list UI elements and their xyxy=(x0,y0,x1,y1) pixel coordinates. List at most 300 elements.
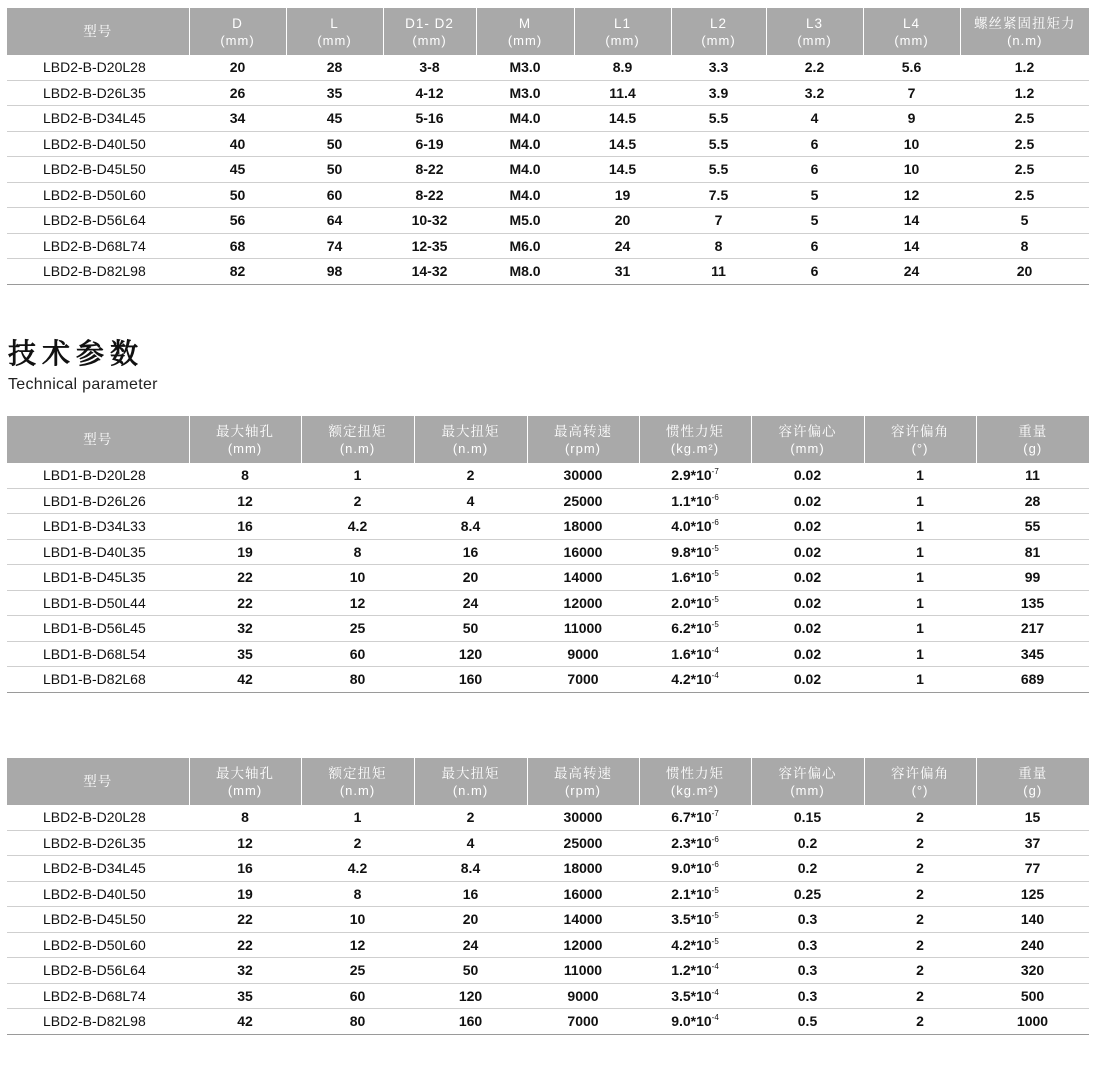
value-cell: 14.5 xyxy=(574,157,671,183)
value-cell: 10-32 xyxy=(383,208,476,234)
column-header-label: 重量 xyxy=(1018,765,1048,781)
max-torque-cell: 2 xyxy=(414,463,527,488)
eccentricity-cell: 0.02 xyxy=(751,590,864,616)
model-cell: LBD2-B-D40L50 xyxy=(7,881,189,907)
value-cell: 6 xyxy=(766,259,863,285)
inertia-base: 1.6*10 xyxy=(671,569,712,586)
bore-cell: 22 xyxy=(189,565,301,591)
column-header-label: 最大轴孔 xyxy=(216,423,274,439)
value-cell: M4.0 xyxy=(476,106,574,132)
column-header-unit: (mm) xyxy=(412,32,447,48)
value-cell: 9 xyxy=(863,106,960,132)
value-cell: 10 xyxy=(863,131,960,157)
inertia-exponent: -6 xyxy=(711,860,719,870)
weight-cell: 77 xyxy=(976,856,1089,882)
column-header xyxy=(286,8,383,55)
eccentricity-cell: 0.3 xyxy=(751,958,864,984)
column-header xyxy=(7,8,189,55)
value-cell: 3.2 xyxy=(766,80,863,106)
column-header-unit: (n.m) xyxy=(339,782,376,798)
angle-cell: 1 xyxy=(864,565,976,591)
value-cell: 1.2 xyxy=(960,55,1089,80)
table-header-row xyxy=(7,8,1089,55)
max-speed-cell: 12000 xyxy=(527,932,639,958)
inertia-cell xyxy=(639,590,751,616)
inertia-exponent: -5 xyxy=(711,594,719,604)
value-cell: 24 xyxy=(863,259,960,285)
model-cell: LBD1-B-D26L26 xyxy=(7,488,189,514)
column-header xyxy=(751,758,864,805)
column-header-unit: (mm) xyxy=(220,32,255,48)
angle-cell: 2 xyxy=(864,932,976,958)
rated-torque-cell: 2 xyxy=(301,830,414,856)
column-header xyxy=(766,8,863,55)
value-cell: 14 xyxy=(863,208,960,234)
inertia-exponent: -5 xyxy=(711,569,719,579)
rated-torque-cell: 8 xyxy=(301,881,414,907)
eccentricity-cell: 0.02 xyxy=(751,539,864,565)
column-header-label: 额定扭矩 xyxy=(328,423,387,439)
max-torque-cell: 20 xyxy=(414,565,527,591)
column-header-unit: (°) xyxy=(911,782,929,798)
table-row xyxy=(7,881,1089,907)
table-row xyxy=(7,106,1089,132)
eccentricity-cell: 0.02 xyxy=(751,565,864,591)
value-cell: 98 xyxy=(286,259,383,285)
value-cell: 8 xyxy=(960,233,1089,259)
angle-cell: 2 xyxy=(864,983,976,1009)
model-cell: LBD2-B-D45L50 xyxy=(7,157,189,183)
column-header xyxy=(960,8,1089,55)
inertia-cell xyxy=(639,830,751,856)
column-header xyxy=(671,8,766,55)
weight-cell: 37 xyxy=(976,830,1089,856)
value-cell: 6 xyxy=(766,157,863,183)
value-cell: 4 xyxy=(766,106,863,132)
angle-cell: 2 xyxy=(864,805,976,830)
max-torque-cell: 16 xyxy=(414,539,527,565)
value-cell: 14 xyxy=(863,233,960,259)
column-header-label: L1 xyxy=(613,15,632,31)
rated-torque-cell: 25 xyxy=(301,958,414,984)
column-header-unit: (mm) xyxy=(797,32,832,48)
column-header xyxy=(476,8,574,55)
value-cell: 31 xyxy=(574,259,671,285)
value-cell: 20 xyxy=(574,208,671,234)
eccentricity-cell: 0.15 xyxy=(751,805,864,830)
eccentricity-cell: 0.02 xyxy=(751,616,864,642)
weight-cell: 240 xyxy=(976,932,1089,958)
section-subtitle: Technical parameter xyxy=(8,376,158,393)
model-cell: LBD1-B-D45L35 xyxy=(7,565,189,591)
column-header xyxy=(863,8,960,55)
max-speed-cell: 18000 xyxy=(527,514,639,540)
column-header xyxy=(751,416,864,463)
table-row xyxy=(7,616,1089,642)
column-header-unit: (n.m) xyxy=(452,782,489,798)
model-cell: LBD2-B-D20L28 xyxy=(7,55,189,80)
column-header xyxy=(976,758,1089,805)
inertia-exponent: -4 xyxy=(711,671,719,681)
rated-torque-cell: 4.2 xyxy=(301,856,414,882)
max-torque-cell: 2 xyxy=(414,805,527,830)
value-cell: 12 xyxy=(863,182,960,208)
value-cell: 2.5 xyxy=(960,157,1089,183)
value-cell: 5.6 xyxy=(863,55,960,80)
inertia-exponent: -6 xyxy=(711,492,719,502)
value-cell: 5.5 xyxy=(671,157,766,183)
weight-cell: 500 xyxy=(976,983,1089,1009)
column-header xyxy=(189,8,286,55)
value-cell: 8.9 xyxy=(574,55,671,80)
inertia-cell xyxy=(639,463,751,488)
column-header-unit: (n.m) xyxy=(452,440,489,456)
value-cell: 2.5 xyxy=(960,182,1089,208)
value-cell: M6.0 xyxy=(476,233,574,259)
column-header-label: 容许偏心 xyxy=(778,765,837,781)
eccentricity-cell: 0.3 xyxy=(751,932,864,958)
value-cell: 8-22 xyxy=(383,157,476,183)
bore-cell: 19 xyxy=(189,881,301,907)
inertia-base: 9.0*10 xyxy=(671,1013,712,1030)
value-cell: 14.5 xyxy=(574,106,671,132)
table-row xyxy=(7,233,1089,259)
table-row xyxy=(7,463,1089,488)
angle-cell: 1 xyxy=(864,641,976,667)
column-header xyxy=(574,8,671,55)
max-speed-cell: 12000 xyxy=(527,590,639,616)
value-cell: 20 xyxy=(960,259,1089,285)
value-cell: 5 xyxy=(766,182,863,208)
max-speed-cell: 9000 xyxy=(527,983,639,1009)
inertia-base: 9.8*10 xyxy=(671,543,712,560)
model-cell: LBD2-B-D20L28 xyxy=(7,805,189,830)
model-cell: LBD1-B-D50L44 xyxy=(7,590,189,616)
bore-cell: 22 xyxy=(189,907,301,933)
tech-table-lbd2 xyxy=(7,758,1089,1035)
value-cell: M4.0 xyxy=(476,131,574,157)
column-header xyxy=(527,758,639,805)
bore-cell: 12 xyxy=(189,830,301,856)
column-header xyxy=(301,416,414,463)
table-row xyxy=(7,259,1089,285)
rated-torque-cell: 60 xyxy=(301,983,414,1009)
column-header-unit: (g) xyxy=(1023,782,1043,798)
value-cell: 2.5 xyxy=(960,106,1089,132)
rated-torque-cell: 12 xyxy=(301,932,414,958)
inertia-cell xyxy=(639,958,751,984)
value-cell: 50 xyxy=(286,157,383,183)
column-header-label: L2 xyxy=(709,15,728,31)
table-row xyxy=(7,856,1089,882)
bore-cell: 22 xyxy=(189,590,301,616)
value-cell: 20 xyxy=(189,55,286,80)
inertia-exponent: -7 xyxy=(711,467,719,477)
inertia-cell xyxy=(639,616,751,642)
inertia-cell xyxy=(639,514,751,540)
max-torque-cell: 8.4 xyxy=(414,514,527,540)
inertia-base: 1.2*10 xyxy=(671,962,712,979)
bore-cell: 35 xyxy=(189,983,301,1009)
value-cell: 6 xyxy=(766,131,863,157)
inertia-base: 3.5*10 xyxy=(671,987,712,1004)
max-torque-cell: 8.4 xyxy=(414,856,527,882)
value-cell: 60 xyxy=(286,182,383,208)
max-speed-cell: 30000 xyxy=(527,805,639,830)
inertia-base: 2.0*10 xyxy=(671,594,712,611)
bore-cell: 42 xyxy=(189,1009,301,1035)
inertia-base: 6.7*10 xyxy=(671,809,712,826)
table-row xyxy=(7,157,1089,183)
max-speed-cell: 7000 xyxy=(527,667,639,693)
table-row xyxy=(7,983,1089,1009)
angle-cell: 2 xyxy=(864,958,976,984)
column-header-label: L xyxy=(330,15,339,31)
inertia-base: 2.9*10 xyxy=(671,467,712,484)
value-cell: 5 xyxy=(766,208,863,234)
column-header-unit: (mm) xyxy=(507,32,543,48)
max-torque-cell: 160 xyxy=(414,1009,527,1035)
model-cell: LBD2-B-D45L50 xyxy=(7,907,189,933)
column-header-unit: (mm) xyxy=(227,782,263,798)
column-header-unit: (mm) xyxy=(894,32,929,48)
rated-torque-cell: 2 xyxy=(301,488,414,514)
column-header-label: 容许偏角 xyxy=(891,765,949,781)
max-torque-cell: 160 xyxy=(414,667,527,693)
value-cell: 8-22 xyxy=(383,182,476,208)
value-cell: 8 xyxy=(671,233,766,259)
model-cell: LBD2-B-D50L60 xyxy=(7,932,189,958)
model-cell: LBD2-B-D34L45 xyxy=(7,856,189,882)
column-header-label: 最高转速 xyxy=(554,423,612,439)
inertia-cell xyxy=(639,667,751,693)
value-cell: 34 xyxy=(189,106,286,132)
column-header-label: 最大扭矩 xyxy=(441,423,500,439)
column-header xyxy=(189,416,301,463)
inertia-cell xyxy=(639,856,751,882)
inertia-base: 1.1*10 xyxy=(671,492,712,509)
table-row xyxy=(7,641,1089,667)
model-cell: LBD2-B-D82L98 xyxy=(7,1009,189,1035)
table-row xyxy=(7,208,1089,234)
column-header-unit: (mm) xyxy=(790,782,825,798)
table-row xyxy=(7,1009,1089,1035)
weight-cell: 11 xyxy=(976,463,1089,488)
weight-cell: 81 xyxy=(976,539,1089,565)
value-cell: 50 xyxy=(189,182,286,208)
weight-cell: 345 xyxy=(976,641,1089,667)
angle-cell: 2 xyxy=(864,881,976,907)
inertia-base: 2.1*10 xyxy=(671,885,712,902)
value-cell: 40 xyxy=(189,131,286,157)
inertia-cell xyxy=(639,539,751,565)
rated-torque-cell: 8 xyxy=(301,539,414,565)
column-header xyxy=(7,758,189,805)
table-row xyxy=(7,488,1089,514)
column-header xyxy=(414,416,527,463)
model-cell: LBD1-B-D56L45 xyxy=(7,616,189,642)
eccentricity-cell: 0.02 xyxy=(751,667,864,693)
model-cell: LBD2-B-D34L45 xyxy=(7,106,189,132)
column-header-unit: (mm) xyxy=(605,32,640,48)
table-row xyxy=(7,667,1089,693)
inertia-base: 3.5*10 xyxy=(671,911,712,928)
inertia-base: 4.2*10 xyxy=(671,671,712,688)
value-cell: 2.2 xyxy=(766,55,863,80)
section-title: 技术参数 xyxy=(8,337,145,370)
max-torque-cell: 4 xyxy=(414,488,527,514)
inertia-cell xyxy=(639,1009,751,1035)
value-cell: 28 xyxy=(286,55,383,80)
eccentricity-cell: 0.02 xyxy=(751,641,864,667)
value-cell: 4-12 xyxy=(383,80,476,106)
inertia-base: 1.6*10 xyxy=(671,645,712,662)
table-row xyxy=(7,514,1089,540)
column-header-unit: (rpm) xyxy=(564,440,602,456)
bore-cell: 12 xyxy=(189,488,301,514)
value-cell: M3.0 xyxy=(476,55,574,80)
column-header-unit: (mm) xyxy=(317,32,352,48)
dimensions-table xyxy=(7,8,1089,285)
weight-cell: 1000 xyxy=(976,1009,1089,1035)
column-header xyxy=(976,416,1089,463)
model-cell: LBD1-B-D20L28 xyxy=(7,463,189,488)
table-row xyxy=(7,907,1089,933)
rated-torque-cell: 10 xyxy=(301,907,414,933)
weight-cell: 217 xyxy=(976,616,1089,642)
value-cell: 3.3 xyxy=(671,55,766,80)
eccentricity-cell: 0.25 xyxy=(751,881,864,907)
column-header-unit: (n.m) xyxy=(339,440,376,456)
rated-torque-cell: 80 xyxy=(301,1009,414,1035)
column-header xyxy=(383,8,476,55)
value-cell: 82 xyxy=(189,259,286,285)
value-cell: 68 xyxy=(189,233,286,259)
max-torque-cell: 20 xyxy=(414,907,527,933)
rated-torque-cell: 10 xyxy=(301,565,414,591)
column-header-label: 额定扭矩 xyxy=(328,765,387,781)
value-cell: 11 xyxy=(671,259,766,285)
inertia-exponent: -7 xyxy=(711,809,719,819)
weight-cell: 140 xyxy=(976,907,1089,933)
value-cell: 24 xyxy=(574,233,671,259)
bore-cell: 16 xyxy=(189,514,301,540)
value-cell: 50 xyxy=(286,131,383,157)
angle-cell: 1 xyxy=(864,488,976,514)
model-cell: LBD1-B-D68L54 xyxy=(7,641,189,667)
column-header-label: 最大轴孔 xyxy=(216,765,274,781)
value-cell: M3.0 xyxy=(476,80,574,106)
max-torque-cell: 50 xyxy=(414,616,527,642)
table-row xyxy=(7,805,1089,830)
column-header-label: D xyxy=(232,15,243,31)
inertia-exponent: -6 xyxy=(711,518,719,528)
inertia-cell xyxy=(639,907,751,933)
table-row xyxy=(7,55,1089,80)
model-cell: LBD2-B-D40L50 xyxy=(7,131,189,157)
rated-torque-cell: 25 xyxy=(301,616,414,642)
weight-cell: 99 xyxy=(976,565,1089,591)
column-header-unit: (n.m) xyxy=(1007,32,1043,48)
value-cell: 10 xyxy=(863,157,960,183)
eccentricity-cell: 0.3 xyxy=(751,907,864,933)
rated-torque-cell: 80 xyxy=(301,667,414,693)
bore-cell: 16 xyxy=(189,856,301,882)
inertia-exponent: -4 xyxy=(711,1013,719,1023)
value-cell: 14-32 xyxy=(383,259,476,285)
weight-cell: 135 xyxy=(976,590,1089,616)
value-cell: 35 xyxy=(286,80,383,106)
max-speed-cell: 14000 xyxy=(527,565,639,591)
max-speed-cell: 7000 xyxy=(527,1009,639,1035)
angle-cell: 1 xyxy=(864,539,976,565)
value-cell: 5 xyxy=(960,208,1089,234)
max-speed-cell: 30000 xyxy=(527,463,639,488)
bore-cell: 32 xyxy=(189,958,301,984)
tech-table-lbd1 xyxy=(7,416,1089,693)
model-cell: LBD2-B-D68L74 xyxy=(7,233,189,259)
value-cell: 5.5 xyxy=(671,106,766,132)
column-header-unit: (°) xyxy=(911,440,929,456)
rated-torque-cell: 60 xyxy=(301,641,414,667)
value-cell: 7.5 xyxy=(671,182,766,208)
column-header-label: 重量 xyxy=(1018,423,1048,439)
weight-cell: 689 xyxy=(976,667,1089,693)
value-cell: 11.4 xyxy=(574,80,671,106)
value-cell: 2.5 xyxy=(960,131,1089,157)
max-speed-cell: 11000 xyxy=(527,616,639,642)
value-cell: M5.0 xyxy=(476,208,574,234)
bore-cell: 8 xyxy=(189,805,301,830)
angle-cell: 1 xyxy=(864,667,976,693)
inertia-exponent: -5 xyxy=(711,936,719,946)
value-cell: M4.0 xyxy=(476,157,574,183)
value-cell: 3.9 xyxy=(671,80,766,106)
rated-torque-cell: 1 xyxy=(301,805,414,830)
column-header-unit: (rpm) xyxy=(564,782,602,798)
column-header-label: L3 xyxy=(805,15,824,31)
model-cell: LBD2-B-D26L35 xyxy=(7,830,189,856)
column-header xyxy=(864,758,976,805)
model-cell: LBD2-B-D56L64 xyxy=(7,208,189,234)
eccentricity-cell: 0.2 xyxy=(751,856,864,882)
inertia-cell xyxy=(639,488,751,514)
column-header xyxy=(414,758,527,805)
column-header-label: 螺丝紧固扭矩力 xyxy=(974,15,1076,31)
max-speed-cell: 11000 xyxy=(527,958,639,984)
column-header-unit: (mm) xyxy=(227,440,263,456)
inertia-base: 9.0*10 xyxy=(671,860,712,877)
max-speed-cell: 25000 xyxy=(527,488,639,514)
table-header-row xyxy=(7,758,1089,805)
value-cell: 26 xyxy=(189,80,286,106)
eccentricity-cell: 0.2 xyxy=(751,830,864,856)
model-cell: LBD2-B-D26L35 xyxy=(7,80,189,106)
eccentricity-cell: 0.3 xyxy=(751,983,864,1009)
inertia-exponent: -4 xyxy=(711,645,719,655)
inertia-base: 4.2*10 xyxy=(671,936,712,953)
weight-cell: 15 xyxy=(976,805,1089,830)
column-header-label: D1- D2 xyxy=(405,15,454,31)
angle-cell: 2 xyxy=(864,1009,976,1035)
bore-cell: 32 xyxy=(189,616,301,642)
model-cell: LBD2-B-D56L64 xyxy=(7,958,189,984)
weight-cell: 55 xyxy=(976,514,1089,540)
model-cell: LBD2-B-D68L74 xyxy=(7,983,189,1009)
weight-cell: 320 xyxy=(976,958,1089,984)
angle-cell: 1 xyxy=(864,616,976,642)
table-row xyxy=(7,182,1089,208)
